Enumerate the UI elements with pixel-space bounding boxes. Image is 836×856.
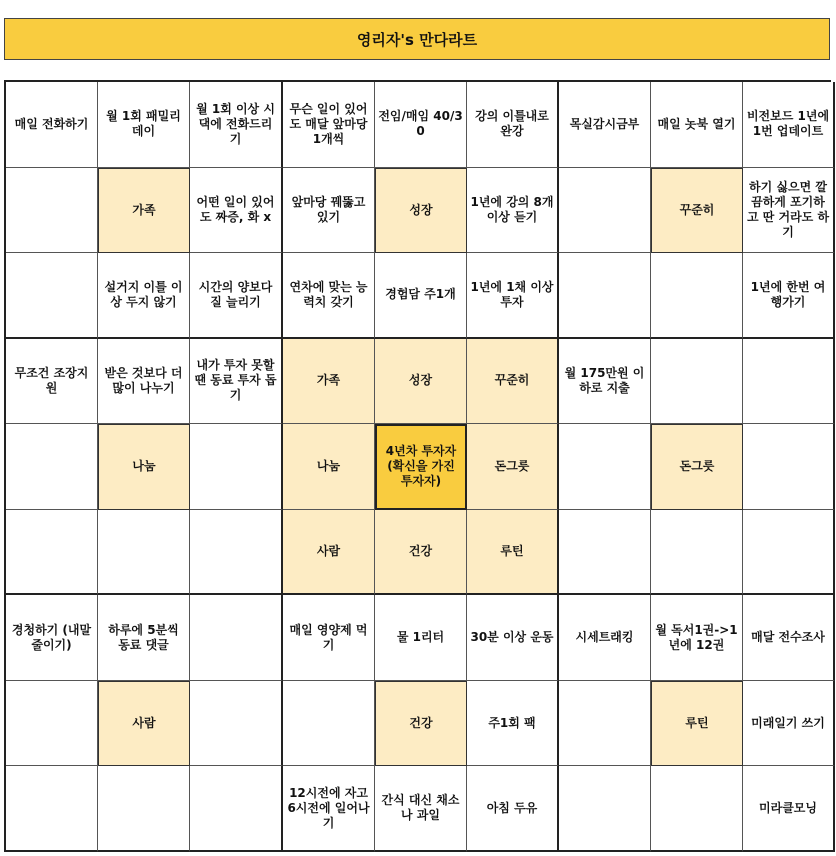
sub-goal-cell: 가족 — [98, 168, 190, 254]
grid-cell — [559, 510, 651, 596]
grid-cell: 어떤 일이 있어도 짜증, 화 x — [190, 168, 283, 254]
grid-cell: 성장 — [375, 339, 467, 425]
grid-cell: 시세트래킹 — [559, 595, 651, 681]
grid-cell: 경청하기 (내말 줄이기) — [6, 595, 98, 681]
grid-cell — [559, 424, 651, 510]
grid-cell: 아침 두유 — [467, 766, 559, 852]
grid-cell: 가족 — [283, 339, 375, 425]
grid-cell: 월 175만원 이하로 지출 — [559, 339, 651, 425]
grid-cell — [6, 510, 98, 596]
grid-cell: 내가 투자 못할 땐 동료 투자 돕기 — [190, 339, 283, 425]
grid-cell — [6, 766, 98, 852]
sub-goal-cell: 루틴 — [651, 681, 743, 767]
sub-goal-cell: 성장 — [375, 168, 467, 254]
grid-cell: 1년에 1채 이상 투자 — [467, 253, 559, 339]
grid-cell: 매일 영양제 먹기 — [283, 595, 375, 681]
grid-cell: 하기 싫으면 깔끔하게 포기하고 딴 거라도 하기 — [743, 168, 835, 254]
grid-cell: 나눔 — [283, 424, 375, 510]
grid-cell: 앞마당 꿰뚫고 있기 — [283, 168, 375, 254]
grid-cell: 매일 놋북 열기 — [651, 82, 743, 168]
sub-goal-cell: 사람 — [98, 681, 190, 767]
grid-cell: 전임/매임 40/30 — [375, 82, 467, 168]
grid-cell — [651, 766, 743, 852]
grid-cell — [98, 766, 190, 852]
grid-cell — [743, 510, 835, 596]
grid-cell: 주1회 팩 — [467, 681, 559, 767]
grid-cell — [651, 510, 743, 596]
grid-cell: 12시전에 자고 6시전에 일어나기 — [283, 766, 375, 852]
grid-cell — [743, 424, 835, 510]
grid-cell — [190, 424, 283, 510]
grid-cell: 무슨 일이 있어도 매달 앞마당1개씩 — [283, 82, 375, 168]
sub-goal-cell: 나눔 — [98, 424, 190, 510]
grid-cell: 설거지 이틀 이상 두지 않기 — [98, 253, 190, 339]
grid-cell — [6, 253, 98, 339]
grid-cell — [190, 510, 283, 596]
grid-cell — [559, 253, 651, 339]
grid-cell — [651, 253, 743, 339]
grid-cell: 30분 이상 운동 — [467, 595, 559, 681]
grid-cell — [6, 681, 98, 767]
grid-cell: 월 1회 패밀리 데이 — [98, 82, 190, 168]
grid-cell: 사람 — [283, 510, 375, 596]
grid-cell: 월 1회 이상 시댁에 전화드리기 — [190, 82, 283, 168]
grid-cell: 물 1리터 — [375, 595, 467, 681]
sub-goal-cell: 건강 — [375, 681, 467, 767]
grid-cell — [190, 766, 283, 852]
grid-cell: 돈그릇 — [467, 424, 559, 510]
main-goal-cell: 4년차 투자자 (확신을 가진 투자자) — [375, 424, 467, 510]
grid-cell: 매달 전수조사 — [743, 595, 835, 681]
grid-cell: 꾸준히 — [467, 339, 559, 425]
grid-cell: 1년에 한번 여행가기 — [743, 253, 835, 339]
mandalart-grid — [4, 80, 831, 852]
grid-cell: 미래일기 쓰기 — [743, 681, 835, 767]
grid-cell: 미라클모닝 — [743, 766, 835, 852]
grid-cell: 받은 것보다 더 많이 나누기 — [98, 339, 190, 425]
grid-cell — [283, 681, 375, 767]
grid-cell: 하루에 5분씩 동료 댓글 — [98, 595, 190, 681]
grid-cell: 목실감시금부 — [559, 82, 651, 168]
grid-cell: 1년에 강의 8개 이상 듣기 — [467, 168, 559, 254]
grid-cell — [190, 595, 283, 681]
grid-cell: 강의 이틀내로 완강 — [467, 82, 559, 168]
grid-cell — [190, 681, 283, 767]
grid-cell: 루틴 — [467, 510, 559, 596]
sub-goal-cell: 꾸준히 — [651, 168, 743, 254]
grid-cell: 매일 전화하기 — [6, 82, 98, 168]
page-title: 영리자's 만다라트 — [4, 18, 830, 60]
grid-cell — [743, 339, 835, 425]
grid-cell — [651, 339, 743, 425]
grid-cell: 건강 — [375, 510, 467, 596]
grid-cell: 경험담 주1개 — [375, 253, 467, 339]
grid-cell — [6, 424, 98, 510]
grid-cell: 무조건 조장지원 — [6, 339, 98, 425]
grid-cell — [559, 168, 651, 254]
grid-cell: 간식 대신 채소나 과일 — [375, 766, 467, 852]
sub-goal-cell: 돈그릇 — [651, 424, 743, 510]
grid-cell — [559, 681, 651, 767]
grid-cell: 비전보드 1년에 1번 업데이트 — [743, 82, 835, 168]
grid-cell: 월 독서1권->1년에 12권 — [651, 595, 743, 681]
grid-cell — [98, 510, 190, 596]
grid-cell: 연차에 맞는 능력치 갖기 — [283, 253, 375, 339]
grid-cell — [559, 766, 651, 852]
grid-cell: 시간의 양보다 질 늘리기 — [190, 253, 283, 339]
grid-cell — [6, 168, 98, 254]
